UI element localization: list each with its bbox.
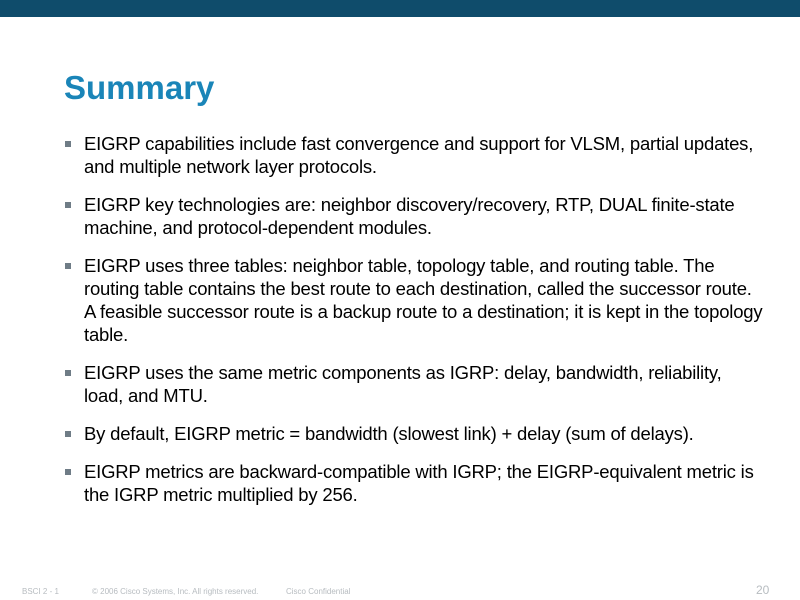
bullet-item — [64, 361, 764, 407]
bullet-item — [64, 460, 764, 506]
bullet-list — [64, 132, 764, 521]
bullet-item — [64, 422, 764, 445]
bullet-text: EIGRP uses the same metric components as IGRP: delay, bandwidth, reliability, load, and MTU. — [84, 362, 722, 406]
bullet-text: EIGRP metrics are backward-compatible with IGRP; the EIGRP-equivalent metric is the IGRP metric multiplied by 256. — [84, 461, 754, 505]
bullet-item — [64, 193, 764, 239]
top-banner-bar — [0, 0, 800, 17]
bullet-text: EIGRP uses three tables: neighbor table, topology table, and routing table. The routing table contains the best route to each destination, called the successor route. A feasible successor route is a backup route to a destination; it is kept in the topology table. — [84, 255, 763, 345]
slide-footer — [0, 582, 800, 600]
bullet-item — [64, 132, 764, 178]
square-bullet-icon — [65, 141, 71, 147]
square-bullet-icon — [65, 202, 71, 208]
bullet-item — [64, 254, 764, 346]
slide-title: Summary — [64, 69, 215, 106]
footer-copyright: © 2006 Cisco Systems, Inc. All rights reserved. — [92, 587, 259, 596]
footer-course-code: BSCI 2 - 1 — [22, 587, 59, 596]
footer-confidential: Cisco Confidential — [286, 587, 351, 596]
square-bullet-icon — [65, 263, 71, 269]
bullet-text: EIGRP capabilities include fast convergence and support for VLSM, partial updates, and multiple network layer protocols. — [84, 133, 754, 177]
square-bullet-icon — [65, 469, 71, 475]
bullet-text: By default, EIGRP metric = bandwidth (slowest link) + delay (sum of delays). — [84, 423, 694, 444]
page-number: 20 — [756, 583, 770, 597]
square-bullet-icon — [65, 370, 71, 376]
bullet-text: EIGRP key technologies are: neighbor discovery/recovery, RTP, DUAL finite-state machine, and protocol-dependent modules. — [84, 194, 735, 238]
square-bullet-icon — [65, 431, 71, 437]
